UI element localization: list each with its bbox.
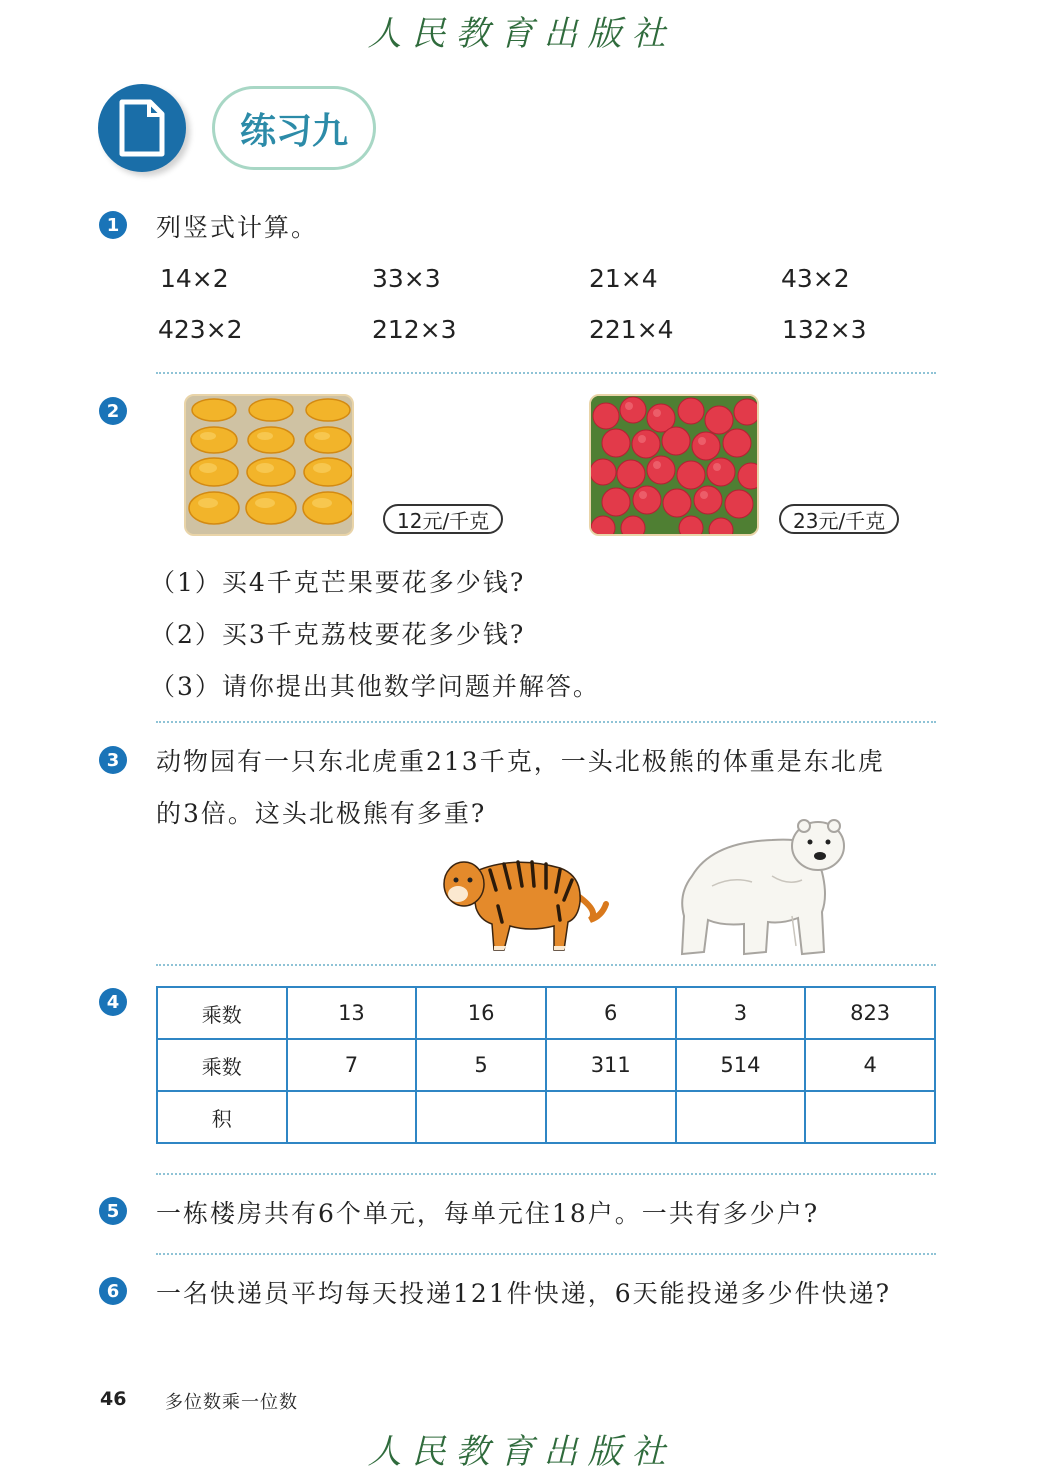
table-row (157, 1091, 935, 1143)
section-divider (156, 964, 936, 966)
table-row (157, 1039, 935, 1091)
chapter-title: 多位数乘一位数 (165, 1392, 298, 1413)
mango-photo (184, 394, 354, 536)
tiger-illustration (440, 846, 612, 956)
polar-bear-illustration (672, 816, 848, 960)
table-cell: 16 (416, 987, 546, 1039)
page-title: 练习九 (212, 86, 376, 170)
q6-text: 一名快递员平均每天投递121件快递，6天能投递多少件快递? (156, 1279, 892, 1308)
answer-cell[interactable] (676, 1091, 806, 1143)
section-divider (156, 1173, 936, 1175)
question-number-5: 5 (99, 1197, 127, 1225)
question-number-1: 1 (99, 211, 127, 239)
answer-cell[interactable] (805, 1091, 935, 1143)
q2-subquestion-1: （1）买4千克芒果要花多少钱? (150, 568, 526, 597)
table-row (157, 987, 935, 1039)
lychee-photo (589, 394, 759, 536)
multiplication-table (156, 986, 936, 1144)
answer-cell[interactable] (416, 1091, 546, 1143)
table-cell: 7 (287, 1039, 417, 1091)
q1-expression: 43×2 (781, 264, 850, 293)
q1-expression: 21×4 (589, 264, 658, 293)
table-cell: 514 (676, 1039, 806, 1091)
row-header-multiplier: 乘数 (157, 987, 287, 1039)
q5-text: 一栋楼房共有6个单元，每单元住18户。一共有多少户? (156, 1199, 820, 1228)
q2-subquestion-3: （3）请你提出其他数学问题并解答。 (150, 672, 600, 701)
question-number-6: 6 (99, 1277, 127, 1305)
table-cell: 4 (805, 1039, 935, 1091)
row-header-product: 积 (157, 1091, 287, 1143)
q1-expression: 423×2 (158, 315, 243, 344)
question-number-4: 4 (99, 988, 127, 1016)
question-number-2: 2 (99, 397, 127, 425)
q1-expression: 14×2 (160, 264, 229, 293)
table-cell: 823 (805, 987, 935, 1039)
table-cell: 13 (287, 987, 417, 1039)
q1-expression: 132×3 (782, 315, 867, 344)
section-divider (156, 372, 936, 374)
table-cell: 311 (546, 1039, 676, 1091)
lychee-price-tag: 23元/千克 (779, 504, 899, 534)
section-divider (156, 1253, 936, 1255)
page-number: 46 (100, 1388, 127, 1410)
q1-expression: 221×4 (589, 315, 674, 344)
q3-text-line-2: 的3倍。这头北极熊有多重? (156, 799, 487, 828)
q1-prompt: 列竖式计算。 (156, 213, 319, 242)
q1-expression: 33×3 (372, 264, 441, 293)
publisher-logo-bottom: 人民教育出版社 (367, 1432, 676, 1472)
publisher-logo-top: 人民教育出版社 (367, 14, 676, 54)
table-cell: 6 (546, 987, 676, 1039)
row-header-multiplier: 乘数 (157, 1039, 287, 1091)
mango-price-tag: 12元/千克 (383, 504, 503, 534)
q1-expression: 212×3 (372, 315, 457, 344)
answer-cell[interactable] (546, 1091, 676, 1143)
table-cell: 5 (416, 1039, 546, 1091)
q3-text-line-1: 动物园有一只东北虎重213千克，一头北极熊的体重是东北虎 (156, 747, 885, 776)
answer-cell[interactable] (287, 1091, 417, 1143)
question-number-3: 3 (99, 746, 127, 774)
table-cell: 3 (676, 987, 806, 1039)
q2-subquestion-2: （2）买3千克荔枝要花多少钱? (150, 620, 526, 649)
section-divider (156, 721, 936, 723)
document-icon (98, 84, 186, 172)
